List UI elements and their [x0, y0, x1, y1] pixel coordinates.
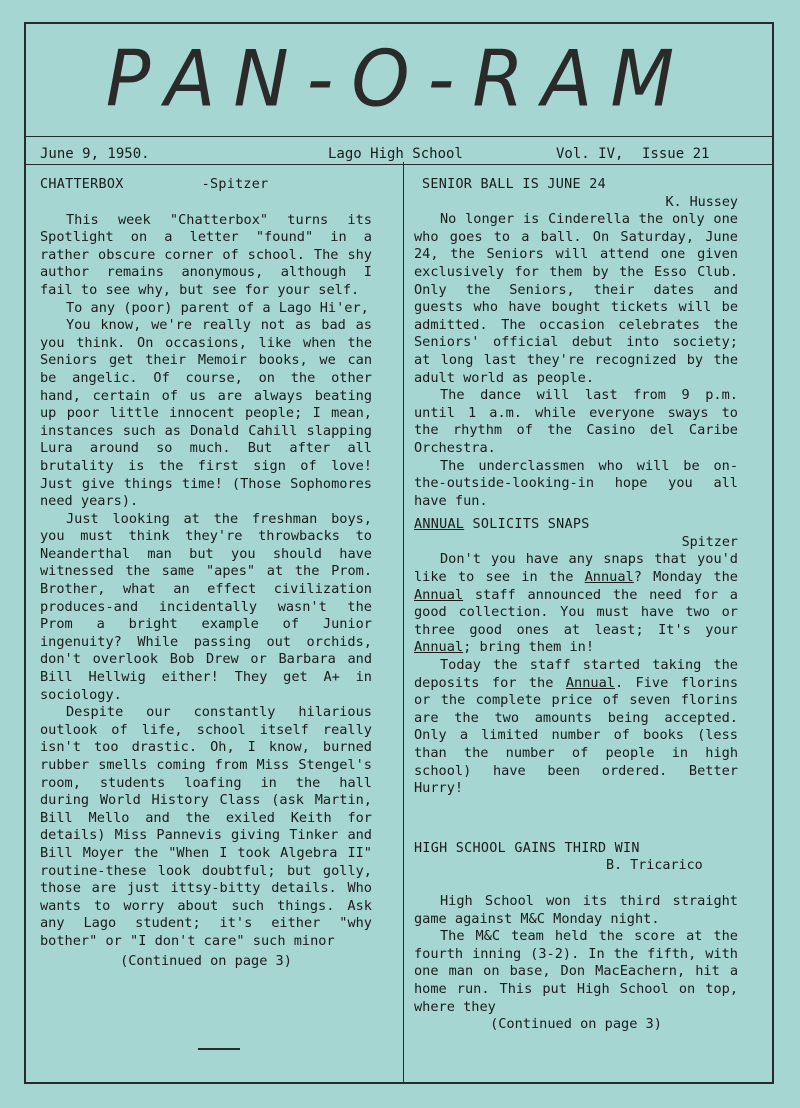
chatterbox-paragraph: Despite our constantly hilarious outlook of life, school itself really isn't too drastic. Oh, I know, burned rubber smells coming from Miss Stengel's room, students loafing in the hall during World History Class (ask Martin, Bill Mello and the exiled Keith for details) Miss Pannevis giving Tinker and Bill Moyer the "When I took Algebra II" routine-these look doubtful; but golly, those are just ittsy-bitty details. Who wants to worry about such things. Ask any Lago student; it's either "why bother" or "I don't care" such minor — [40, 704, 372, 949]
chatterbox-paragraph: To any (poor) parent of a Lago Hi'er, — [66, 299, 369, 316]
annual-paragraph-2: Today the staff started taking the deposits for the Annual. Five florins or the complete price of seven florins are the two amounts being accepted. Only a limited number of books (less than the number of people in high school) have been ordered. Better Hurry! — [414, 657, 738, 797]
school-name: Lago High School — [328, 146, 463, 162]
sports-paragraph: High School won its third straight game against M&C Monday night. — [414, 892, 738, 927]
senior-ball-byline: K. Hussey — [665, 194, 738, 210]
annual-paragraph-1: Don't you have any snaps that you'd like to see in the Annual? Monday the Annual staff announced the need for a good collection. You must have two or three good ones at least; It's your Annual; bring them in! — [414, 551, 738, 656]
chatterbox-continued: (Continued on page 3) — [120, 952, 292, 969]
annual-headline-rest: SOLICITS SNAPS — [464, 517, 590, 533]
chatterbox-paragraph: Just looking at the freshman boys, you must think they're throwbacks to Neanderthal man but you should have witnessed the same "apes" at the Prom. Brother, what an effect civilization produces-and incidentally wasn't the Prom a bright example of Junior ingenuity? While passing out orchids, don't overlook Bob Drew or Barbara and Bill Hellwig either! They get A+ in sociology. — [40, 510, 372, 703]
masthead-rule — [26, 136, 772, 137]
chatterbox-column — [40, 176, 372, 970]
senior-ball-paragraph: The dance will last from 9 p.m. until 1 a.m. while everyone sways to the rhythm of the Casino del Caribe Orchestra. — [414, 387, 738, 456]
sports-paragraph: The M&C team held the score at the fourth inning (3-2). In the fifth, with one man on base, Don MacEachern, hit a home run. This put High School on top, where they — [414, 928, 738, 1015]
chatterbox-byline: -Spitzer — [201, 177, 269, 192]
sports-byline: B. Tricarico — [606, 858, 703, 874]
sports-continued: (Continued on page 3) — [490, 1016, 662, 1033]
issue-date: June 9, 1950. — [40, 146, 150, 162]
chatterbox-paragraph: You know, we're really not as bad as you think. On occasions, like when the Seniors get their Memoir books, we can be angelic. Of course, on the other hand, certain of us are always beating up poor little innocent people; I mean, instances such as Donald Cahill slapping Lura around so much. But after all brutality is the first sign of love! Just give things time! (Those Sophomores need years). — [40, 317, 372, 510]
column-divider — [403, 162, 404, 1082]
senior-ball-column — [414, 176, 738, 1034]
senior-ball-paragraph: No longer is Cinderella the only one who goes to a ball. On Saturday, June 24, the Seniors will attend one given exclusively for them by the Esso Club. Only the Seniors, their dates and guests who have bought tickets will be admitted. The occasion celebrates the Seniors' official debut into society; at long last they're recognized by the adult world as people. — [414, 211, 738, 386]
senior-ball-headline: SENIOR BALL IS JUNE 24 — [422, 177, 606, 192]
sports-headline: HIGH SCHOOL GAINS THIRD WIN — [414, 840, 640, 856]
issue-number: Issue 21 — [642, 146, 710, 162]
senior-ball-paragraph: The underclassmen who will be on-the-outside-looking-in hope you all have fun. — [414, 457, 738, 509]
annual-byline: Spitzer — [681, 534, 738, 550]
masthead-title: PAN-O-RAM — [105, 33, 693, 125]
chatterbox-paragraph: This week "Chatterbox" turns its Spotlight on a letter "found" in a rather obscure corner of school. The shy author remains anonymous, although I fail to see why, but see for your self. — [40, 211, 372, 298]
end-rule — [198, 1048, 240, 1050]
annual-headline — [414, 516, 738, 534]
dateline-rule — [26, 164, 772, 165]
chatterbox-headline: CHATTERBOX — [40, 177, 124, 192]
volume-number: Vol. IV, — [556, 146, 624, 162]
annual-headline-word: ANNUAL — [414, 517, 465, 533]
